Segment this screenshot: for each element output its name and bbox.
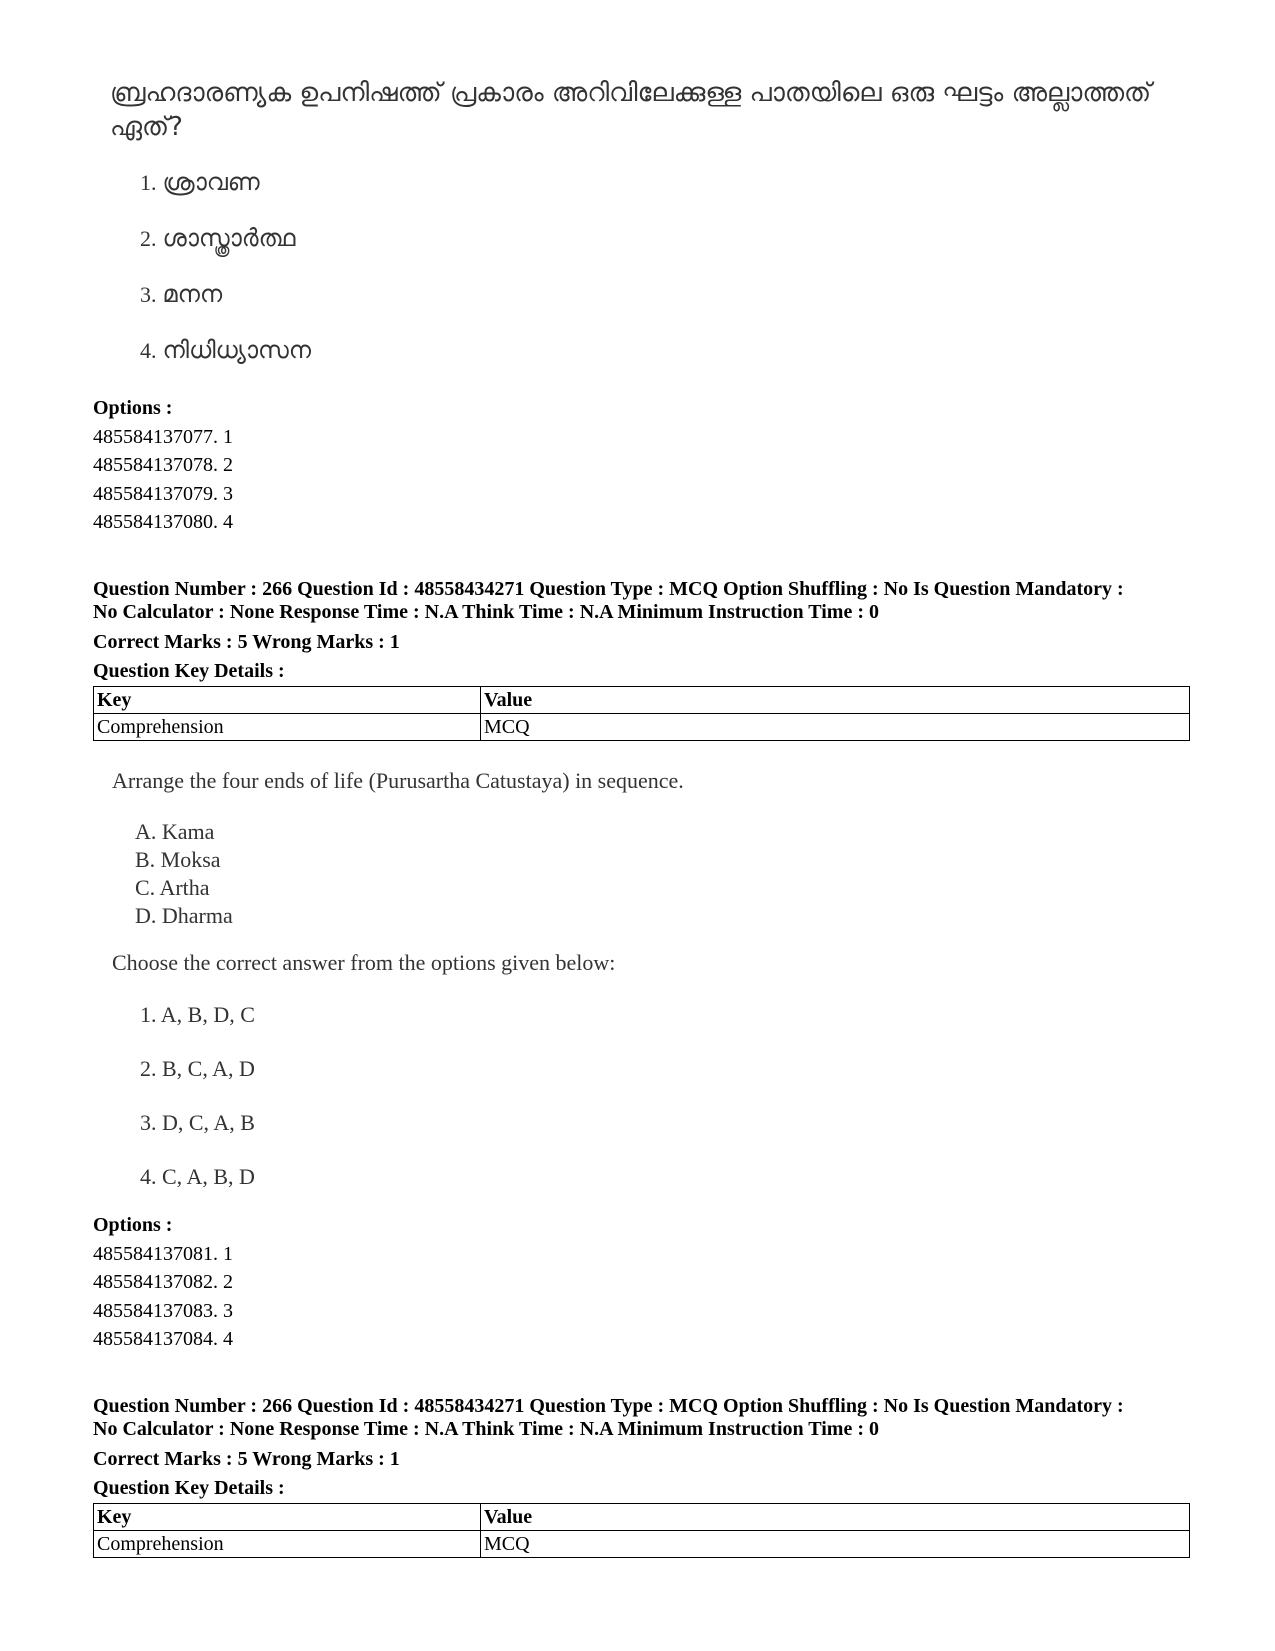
question-2-choice-1 xyxy=(140,1002,255,1028)
option-id-3: 485584137083. 3 xyxy=(93,1299,233,1322)
table-row xyxy=(94,1531,1190,1558)
choice-text: നിധിധ്യാസന xyxy=(162,336,312,364)
choice-text: D, C, A, B xyxy=(162,1110,255,1135)
key-details-label: Question Key Details : xyxy=(93,660,285,682)
table-header-row xyxy=(94,1504,1190,1531)
choice-text: C, A, B, D xyxy=(162,1164,255,1189)
choice-number: 4. xyxy=(140,338,157,363)
question-key-table-2 xyxy=(93,1503,1190,1558)
marks-line: Correct Marks : 5 Wrong Marks : 1 xyxy=(93,631,400,653)
choose-instruction: Choose the correct answer from the options given below: xyxy=(112,950,616,975)
question-1-text: ബ്രഹദാരണ്യക ഉപനിഷത്ത് പ്രകാരം അറിവിലേക്കുള്ള പാതയിലെ ഒരു ഘട്ടം അല്ലാത്തത് ഏത്? xyxy=(110,78,1152,142)
table-row xyxy=(94,714,1190,741)
option-id-4: 485584137080. 4 xyxy=(93,511,233,533)
cell-key: Comprehension xyxy=(94,714,481,741)
choice-text: ശാസ്ത്രാർത്ഥ xyxy=(162,224,296,252)
cell-value: MCQ xyxy=(481,714,1190,741)
option-id-4: 485584137084. 4 xyxy=(93,1328,233,1350)
choice-number: 1. xyxy=(140,1002,157,1027)
question-1-options xyxy=(93,394,233,537)
question-key-table-1 xyxy=(93,686,1190,741)
question-2-choice-2 xyxy=(140,1056,255,1082)
choice-number: 4. xyxy=(140,1164,157,1189)
choice-number: 3. xyxy=(140,1110,157,1135)
cell-key: Comprehension xyxy=(94,1531,481,1558)
table-header-row xyxy=(94,687,1190,714)
question-2-choice-3 xyxy=(140,1110,255,1136)
choice-text: A, B, D, C xyxy=(160,1002,255,1027)
item-b: B. Moksa xyxy=(135,847,221,872)
choice-text: B, C, A, D xyxy=(162,1056,255,1081)
options-label: Options : xyxy=(93,1214,173,1236)
item-c: C. Artha xyxy=(135,875,210,900)
options-label: Options : xyxy=(93,397,173,419)
header-value: Value xyxy=(481,687,1190,714)
item-a: A. Kama xyxy=(135,819,215,844)
meta-line-1: Question Number : 266 Question Id : 48558434271 Question Type : MCQ Option Shuffling : No Is Question Mandatory : xyxy=(93,578,1124,600)
choice-number: 1. xyxy=(140,170,157,195)
question-2-text: Arrange the four ends of life (Purusartha Catustaya) in sequence. xyxy=(112,768,684,793)
question-meta-2 xyxy=(93,1395,1193,1500)
option-id-2: 485584137078. 2 xyxy=(93,454,233,476)
cell-value: MCQ xyxy=(481,1531,1190,1558)
choice-text: മനന xyxy=(162,280,223,308)
choice-number: 2. xyxy=(140,1056,157,1081)
header-key: Key xyxy=(94,1504,481,1531)
header-key: Key xyxy=(94,687,481,714)
choice-number: 2. xyxy=(140,226,157,251)
key-details-label: Question Key Details : xyxy=(93,1477,285,1499)
option-id-3: 485584137079. 3 xyxy=(93,482,233,505)
option-id-1: 485584137077. 1 xyxy=(93,425,233,448)
meta-line-2: No Calculator : None Response Time : N.A Think Time : N.A Minimum Instruction Time : 0 xyxy=(93,601,879,623)
choice-text: ശ്രാവണ xyxy=(162,168,260,196)
item-d: D. Dharma xyxy=(135,903,233,928)
option-id-1: 485584137081. 1 xyxy=(93,1242,233,1265)
question-meta-1 xyxy=(93,578,1193,683)
question-2-options xyxy=(93,1211,233,1354)
question-2-choice-4 xyxy=(140,1164,255,1190)
choice-number: 3. xyxy=(140,282,157,307)
header-value: Value xyxy=(481,1504,1190,1531)
question-1-choice-2 xyxy=(140,224,295,252)
marks-line: Correct Marks : 5 Wrong Marks : 1 xyxy=(93,1448,400,1470)
meta-line-1: Question Number : 266 Question Id : 48558434271 Question Type : MCQ Option Shuffling : No Is Question Mandatory : xyxy=(93,1395,1124,1417)
question-1-choice-3 xyxy=(140,280,222,308)
meta-line-2: No Calculator : None Response Time : N.A Think Time : N.A Minimum Instruction Time : 0 xyxy=(93,1418,879,1440)
question-1-choice-4 xyxy=(140,336,311,364)
question-2-items xyxy=(135,818,233,930)
option-id-2: 485584137082. 2 xyxy=(93,1271,233,1293)
question-1-choice-1 xyxy=(140,168,260,196)
